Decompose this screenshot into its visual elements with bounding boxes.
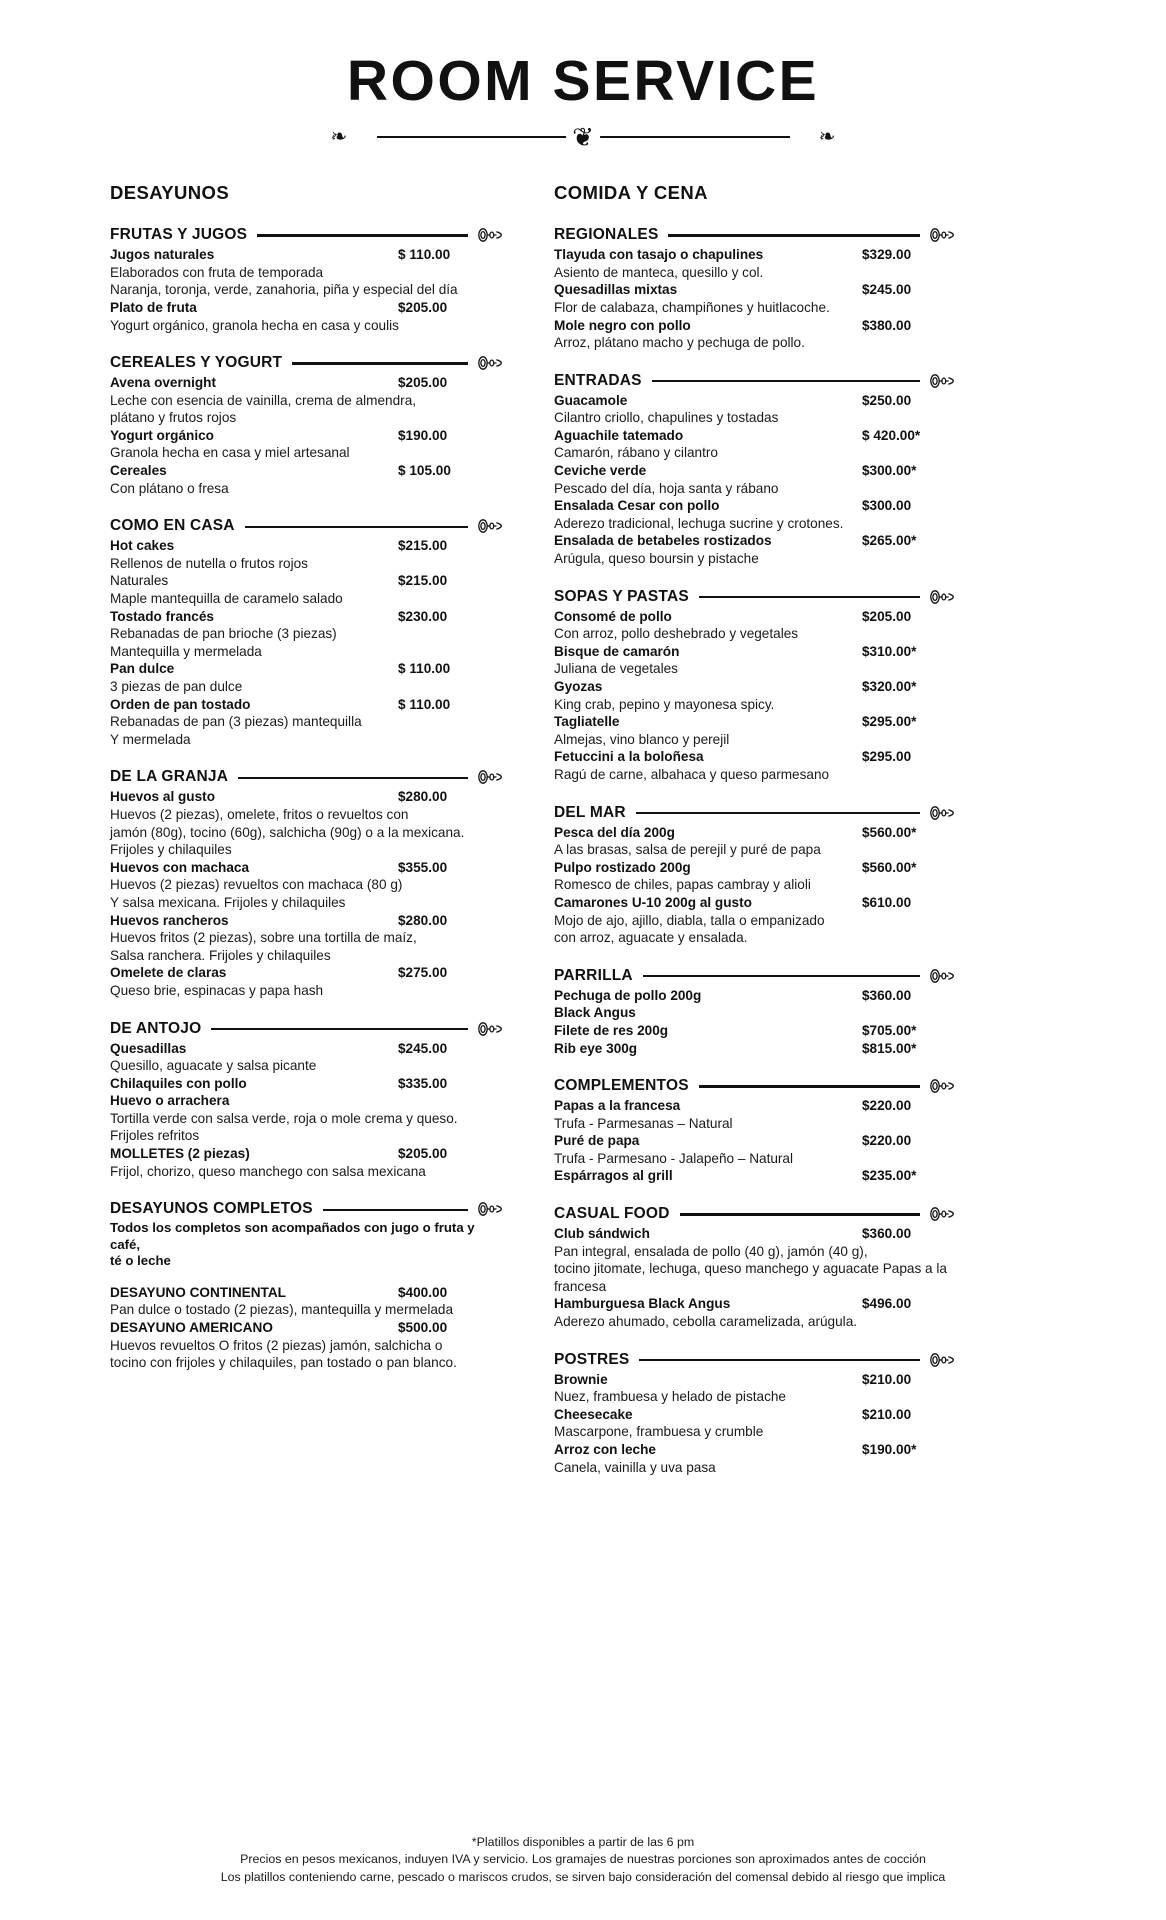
section-note: Todos los completos son acompañados con jugo o fruta y café,	[110, 1220, 475, 1252]
menu-item-name: Huevo o arrachera	[110, 1093, 230, 1109]
menu-item-row	[554, 748, 954, 766]
menu-item-row	[110, 912, 502, 930]
menu-item-description: Huevos revueltos O fritos (2 piezas) jamón, salchicha o	[110, 1337, 443, 1353]
menu-item-description: Huevos (2 piezas) revueltos con machaca (80 g)	[110, 877, 403, 893]
menu-item-name: Espárragos al grill	[554, 1168, 673, 1184]
menu-item-name: MOLLETES (2 piezas)	[110, 1146, 250, 1162]
menu-item-description: Con arroz, pollo deshebrado y vegetales	[554, 626, 799, 642]
section-header	[110, 354, 502, 372]
menu-item-name: Cereales	[110, 463, 167, 479]
menu-item-row	[110, 1092, 502, 1110]
menu-item-name: Rib eye 300g	[554, 1040, 638, 1056]
menu-item-name: Guacamole	[554, 392, 628, 408]
menu-item-name: Mole negro con pollo	[554, 317, 691, 333]
menu-item-name: Huevos rancheros	[110, 912, 229, 928]
menu-item-price: $250.00	[862, 392, 912, 408]
section-rule	[639, 1359, 920, 1362]
section-title: DE ANTOJO	[110, 1019, 202, 1037]
section-title: REGIONALES	[554, 226, 659, 244]
flourish-center-ornament-icon: ❦	[566, 126, 600, 148]
menu-item-price: $815.00*	[862, 1040, 917, 1056]
menu-item-name: Hamburguesa Black Angus	[554, 1296, 731, 1312]
menu-item-description: Canela, vainilla y uva pasa	[554, 1459, 716, 1475]
menu-item-name: Hot cakes	[110, 538, 175, 554]
menu-item-row	[554, 317, 954, 335]
menu-item-name: Consomé de pollo	[554, 608, 672, 624]
menu-item-name: Pan dulce	[110, 661, 175, 677]
section-rule	[323, 1209, 468, 1212]
menu-item-price: $190.00*	[862, 1442, 917, 1457]
menu-item-name: Filete de res 200g	[554, 1022, 669, 1038]
fleuron-ornament-icon	[928, 589, 954, 605]
menu-item-price: $210.00	[862, 1371, 912, 1387]
menu-item-price: $ 110.00	[398, 247, 451, 263]
menu-item-description: Y salsa mexicana. Frijoles y chilaquiles	[110, 894, 346, 910]
menu-item-name: DESAYUNO AMERICANO	[110, 1319, 273, 1335]
title-flourish-divider	[331, 120, 836, 154]
section-header	[110, 1200, 502, 1218]
menu-item-description: Nuez, frambuesa y helado de pistache	[554, 1389, 786, 1405]
section-rule	[680, 1213, 920, 1216]
section-rule	[292, 362, 468, 365]
menu-item-row	[554, 1371, 954, 1389]
menu-item-name: Ensalada de betabeles rostizados	[554, 533, 772, 549]
menu-item-description: Trufa - Parmesano - Jalapeño – Natural	[554, 1150, 794, 1166]
menu-item-price: $295.00	[862, 749, 912, 765]
menu-item-row	[110, 462, 502, 480]
section-note: té o leche	[110, 1253, 171, 1269]
footer-notes	[0, 1834, 1166, 1887]
menu-item-row	[110, 859, 502, 877]
menu-item-price: $235.00*	[862, 1168, 917, 1184]
menu-item-row	[554, 859, 954, 877]
menu-section	[554, 1077, 954, 1185]
section-header	[554, 967, 954, 985]
menu-item-row	[110, 1040, 502, 1058]
section-title: SOPAS Y PASTAS	[554, 587, 689, 605]
menu-item-price: $ 110.00	[398, 661, 451, 677]
menu-item-description: Flor de calabaza, champiñones y huitlacoche.	[554, 299, 830, 315]
menu-item-description: Ragú de carne, albahaca y queso parmesano	[554, 766, 830, 782]
fleuron-ornament-icon	[476, 1201, 502, 1217]
fleuron-ornament-icon	[928, 1206, 954, 1222]
menu-item-row	[554, 1004, 954, 1022]
menu-item-description: tocino con frijoles y chilaquiles, pan tostado o pan blanco.	[110, 1355, 457, 1371]
menu-item-description: Rebanadas de pan (3 piezas) mantequilla	[110, 714, 362, 730]
menu-item-row	[554, 427, 954, 445]
menu-item-price: $380.00	[862, 317, 912, 333]
footer-line: Los platillos conteniendo carne, pescado o mariscos crudos, se sirven bajo consideración del comensal debido al riesgo que implica	[220, 1869, 946, 1884]
section-title: DE LA GRANJA	[110, 768, 229, 786]
menu-item-price: $265.00*	[862, 533, 917, 549]
menu-item-description: Yogurt orgánico, granola hecha en casa y coulis	[110, 317, 399, 333]
menu-item-name: Tagliatelle	[554, 714, 620, 730]
menu-item-name: Avena overnight	[110, 375, 217, 391]
menu-item-name: Huevos con machaca	[110, 859, 250, 875]
section-rule	[699, 596, 920, 599]
section-rule	[652, 380, 920, 383]
menu-item-row	[110, 572, 502, 590]
column-title-desayunos: DESAYUNOS	[110, 182, 230, 204]
menu-item-description: Trufa - Parmesanas – Natural	[554, 1115, 733, 1131]
menu-item-description: Frijoles y chilaquiles	[110, 842, 232, 858]
menu-item-name: Orden de pan tostado	[110, 696, 251, 712]
menu-item-description: plátano y frutos rojos	[110, 410, 237, 426]
menu-columns	[0, 182, 1166, 1496]
menu-item-price: $280.00	[398, 912, 448, 928]
menu-item-description: tocino jitomate, lechuga, queso manchego y aguacate Papas a la	[554, 1261, 947, 1277]
section-rule	[668, 234, 920, 237]
menu-item-row	[554, 392, 954, 410]
fleuron-ornament-icon	[928, 227, 954, 243]
menu-section	[554, 804, 954, 947]
menu-item-price: $360.00	[862, 1226, 912, 1242]
column-title-comida-y-cena: COMIDA Y CENA	[554, 182, 708, 204]
menu-item-row	[110, 427, 502, 445]
lunch-dinner-sections	[554, 226, 954, 1476]
fleuron-ornament-icon	[928, 805, 954, 821]
menu-item-row	[110, 1319, 502, 1337]
menu-item-price: $220.00	[862, 1098, 912, 1114]
section-title: FRUTAS Y JUGOS	[110, 226, 248, 244]
menu-item-price: $496.00	[862, 1296, 912, 1312]
breakfast-sections	[110, 226, 502, 1372]
menu-item-price: $205.00	[862, 608, 912, 624]
menu-item-description: Mantequilla y mermelada	[110, 643, 262, 659]
menu-item-row	[554, 824, 954, 842]
menu-item-row	[554, 1441, 954, 1459]
menu-item-description: Elaborados con fruta de temporada	[110, 264, 324, 280]
menu-item-description: Naranja, toronja, verde, zanahoria, piña y especial del día	[110, 282, 458, 298]
menu-item-name: Bisque de camarón	[554, 643, 680, 659]
menu-section	[554, 226, 954, 352]
section-rule	[257, 234, 468, 237]
fleuron-ornament-icon	[476, 355, 502, 371]
section-title: COMO EN CASA	[110, 517, 235, 535]
menu-item-row	[554, 1040, 954, 1058]
menu-item-price: $230.00	[398, 608, 448, 624]
section-title: COMPLEMENTOS	[554, 1077, 689, 1095]
menu-item-description: Arúgula, queso boursin y pistache	[554, 551, 759, 567]
menu-section	[110, 1200, 502, 1371]
section-header	[554, 1351, 954, 1369]
menu-item-price: $610.00	[862, 894, 912, 910]
menu-section	[110, 354, 502, 497]
section-rule	[699, 1085, 920, 1088]
section-rule	[643, 975, 920, 978]
menu-section	[554, 1351, 954, 1477]
footer-line: *Platillos disponibles a partir de las 6 pm	[471, 1834, 695, 1849]
menu-item-name: Omelete de claras	[110, 965, 227, 981]
section-header	[110, 1020, 502, 1038]
menu-item-name: Pesca del día 200g	[554, 824, 675, 840]
menu-item-row	[110, 964, 502, 982]
menu-item-price: $215.00	[398, 573, 448, 589]
menu-item-row	[554, 1295, 954, 1313]
menu-item-price: $205.00	[398, 299, 448, 315]
menu-item-price: $205.00	[398, 375, 448, 391]
menu-item-row	[554, 1097, 954, 1115]
section-rule	[636, 812, 920, 815]
menu-item-price: $205.00	[398, 1146, 448, 1162]
menu-item-description: con arroz, aguacate y ensalada.	[554, 930, 748, 946]
menu-item-price: $245.00	[398, 1040, 448, 1056]
menu-item-description: Queso brie, espinacas y papa hash	[110, 982, 324, 998]
menu-item-description: Pan integral, ensalada de pollo (40 g), jamón (40 g),	[554, 1243, 868, 1259]
menu-item-description: Quesillo, aguacate y salsa picante	[110, 1058, 317, 1074]
menu-item-name: Naturales	[110, 573, 169, 589]
menu-item-price: $329.00	[862, 247, 912, 263]
flourish-right-ornament-icon: ❧	[818, 126, 836, 149]
section-title: DEL MAR	[554, 803, 626, 821]
menu-item-description: Mascarpone, frambuesa y crumble	[554, 1424, 764, 1440]
menu-item-description: Y mermelada	[110, 731, 191, 747]
menu-item-description: Juliana de vegetales	[554, 661, 678, 677]
menu-item-description: Rellenos de nutella o frutos rojos	[110, 555, 308, 571]
menu-item-row	[554, 246, 954, 264]
menu-item-row	[554, 894, 954, 912]
menu-item-price: $295.00*	[862, 714, 917, 730]
menu-item-description: Pan dulce o tostado (2 piezas), mantequilla y mermelada	[110, 1302, 454, 1318]
menu-item-price: $210.00	[862, 1406, 912, 1422]
section-header	[554, 804, 954, 822]
fleuron-ornament-icon	[928, 1352, 954, 1368]
menu-item-name: Club sándwich	[554, 1226, 650, 1242]
menu-item-row	[554, 462, 954, 480]
menu-item-price: $560.00*	[862, 859, 917, 875]
menu-item-price: $310.00*	[862, 643, 917, 659]
menu-item-name: Cheesecake	[554, 1406, 633, 1422]
menu-section	[554, 372, 954, 568]
menu-section	[554, 588, 954, 784]
footer-line: Precios en pesos mexicanos, induyen IVA y servicio. Los gramajes de nuestras porciones son aproximados antes de cocción	[240, 1852, 926, 1866]
menu-section	[110, 226, 502, 334]
menu-item-row	[110, 696, 502, 714]
section-header	[554, 226, 954, 244]
fleuron-ornament-icon	[476, 518, 502, 534]
fleuron-ornament-icon	[476, 227, 502, 243]
menu-item-description: Almejas, vino blanco y perejil	[554, 731, 730, 747]
menu-item-row	[554, 608, 954, 626]
section-rule	[211, 1028, 468, 1031]
menu-item-price: $560.00*	[862, 824, 917, 840]
section-header	[554, 1205, 954, 1223]
menu-item-row	[554, 281, 954, 299]
menu-item-name: Black Angus	[554, 1005, 636, 1021]
menu-item-row	[110, 1075, 502, 1093]
menu-item-price: $360.00	[862, 987, 912, 1003]
menu-item-name: Gyozas	[554, 679, 603, 694]
menu-item-row	[110, 537, 502, 555]
menu-item-row	[110, 1284, 502, 1302]
menu-item-name: Aguachile tatemado	[554, 427, 684, 443]
menu-item-name: Papas a la francesa	[554, 1098, 681, 1114]
masthead	[0, 0, 1166, 154]
section-title: PARRILLA	[554, 966, 633, 984]
section-title: CEREALES Y YOGURT	[110, 354, 283, 372]
menu-item-name: Ceviche verde	[554, 463, 647, 479]
menu-item-description: Tortilla verde con salsa verde, roja o mole crema y queso.	[110, 1110, 458, 1126]
fleuron-ornament-icon	[928, 968, 954, 984]
menu-item-name: Jugos naturales	[110, 247, 215, 263]
menu-item-name: Pechuga de pollo 200g	[554, 987, 702, 1003]
menu-item-description: Con plátano o fresa	[110, 480, 229, 496]
spacer	[110, 1270, 502, 1284]
menu-item-description: Granola hecha en casa y miel artesanal	[110, 445, 350, 461]
menu-item-price: $ 110.00	[398, 696, 451, 712]
menu-item-row	[110, 1145, 502, 1163]
fleuron-ornament-icon	[928, 373, 954, 389]
fleuron-ornament-icon	[476, 1021, 502, 1037]
menu-item-price: $280.00	[398, 789, 448, 805]
menu-item-description: Romesco de chiles, papas cambray y alioli	[554, 877, 811, 893]
section-rule	[245, 526, 468, 529]
menu-item-name: Puré de papa	[554, 1133, 640, 1149]
menu-item-description: Asiento de manteca, quesillo y col.	[554, 264, 764, 280]
menu-item-name: Brownie	[554, 1371, 608, 1387]
menu-item-row	[110, 246, 502, 264]
menu-item-description: King crab, pepino y mayonesa spicy.	[554, 696, 775, 712]
menu-item-row	[554, 678, 954, 696]
menu-item-price: $335.00	[398, 1075, 448, 1091]
menu-section	[554, 967, 954, 1057]
section-title: DESAYUNOS COMPLETOS	[110, 1200, 313, 1218]
menu-item-row	[110, 608, 502, 626]
menu-item-description: Leche con esencia de vainilla, crema de almendra,	[110, 392, 417, 408]
menu-item-description: francesa	[554, 1278, 607, 1294]
page-title: ROOM SERVICE	[346, 49, 820, 113]
menu-item-description: Camarón, rábano y cilantro	[554, 445, 718, 461]
breakfast-column	[110, 182, 502, 1392]
menu-item-row	[554, 1225, 954, 1243]
fleuron-ornament-icon	[928, 1078, 954, 1094]
menu-item-row	[554, 497, 954, 515]
menu-item-description: Aderezo ahumado, cebolla caramelizada, arúgula.	[554, 1314, 858, 1330]
flourish-left-ornament-icon: ❧	[330, 126, 348, 149]
menu-item-name: Quesadillas	[110, 1040, 187, 1056]
menu-item-description: Mojo de ajo, ajillo, diabla, talla o empanizado	[554, 912, 825, 928]
menu-item-price: $300.00*	[862, 463, 917, 479]
menu-item-price: $300.00	[862, 498, 912, 514]
menu-item-row	[554, 1022, 954, 1040]
section-title: CASUAL FOOD	[554, 1205, 670, 1223]
section-header	[110, 517, 502, 535]
menu-item-description: Frijol, chorizo, queso manchego con salsa mexicana	[110, 1163, 426, 1179]
menu-item-name: Fetuccini a la boloñesa	[554, 749, 704, 765]
menu-section	[110, 517, 502, 748]
menu-item-name: DESAYUNO CONTINENTAL	[110, 1284, 286, 1300]
section-rule	[238, 777, 468, 780]
menu-item-description: Rebanadas de pan brioche (3 piezas)	[110, 626, 337, 642]
menu-item-row	[554, 1406, 954, 1424]
menu-item-price: $275.00	[398, 965, 448, 981]
section-title: POSTRES	[554, 1350, 630, 1368]
menu-item-name: Pulpo rostizado 200g	[554, 859, 691, 875]
menu-item-price: $400.00	[398, 1284, 448, 1300]
menu-item-name: Quesadillas mixtas	[554, 282, 678, 298]
menu-item-row	[110, 788, 502, 806]
menu-item-description: Maple mantequilla de caramelo salado	[110, 591, 343, 607]
menu-item-row	[554, 1132, 954, 1150]
menu-item-row	[554, 643, 954, 661]
menu-item-name: Chilaquiles con pollo	[110, 1075, 247, 1091]
menu-item-row	[554, 713, 954, 731]
menu-item-row	[110, 374, 502, 392]
menu-item-description: Aderezo tradicional, lechuga sucrine y crotones.	[554, 515, 844, 531]
menu-item-price: $ 105.00	[398, 463, 451, 479]
menu-item-description: Pescado del día, hoja santa y rábano	[554, 480, 779, 496]
menu-item-name: Yogurt orgánico	[110, 427, 214, 443]
menu-item-row	[554, 1167, 954, 1185]
menu-section	[554, 1205, 954, 1331]
menu-item-name: Huevos al gusto	[110, 789, 215, 805]
menu-item-name: Tlayuda con tasajo o chapulines	[554, 247, 764, 263]
section-header	[110, 226, 502, 244]
menu-item-description: jamón (80g), tocino (60g), salchicha (90g) o a la mexicana.	[110, 824, 465, 840]
menu-item-price: $ 420.00*	[862, 427, 921, 443]
menu-item-description: Salsa ranchera. Frijoles y chilaquiles	[110, 947, 331, 963]
menu-item-row	[554, 532, 954, 550]
menu-item-description: Frijoles refritos	[110, 1128, 200, 1144]
lunch-dinner-column	[554, 182, 954, 1496]
menu-item-name: Ensalada Cesar con pollo	[554, 498, 720, 514]
menu-section	[110, 768, 502, 999]
menu-item-price: $705.00*	[862, 1022, 917, 1038]
menu-item-price: $355.00	[398, 859, 448, 875]
menu-item-name: Arroz con leche	[554, 1442, 656, 1457]
menu-item-row	[554, 987, 954, 1005]
section-header	[554, 372, 954, 390]
menu-item-price: $320.00*	[862, 679, 917, 694]
fleuron-ornament-icon	[476, 769, 502, 785]
menu-item-name: Tostado francés	[110, 608, 214, 624]
menu-item-description: Cilantro criollo, chapulines y tostadas	[554, 410, 779, 426]
menu-item-price: $190.00	[398, 427, 448, 443]
section-header	[110, 768, 502, 786]
menu-item-price: $215.00	[398, 538, 448, 554]
menu-item-description: Huevos (2 piezas), omelete, fritos o revueltos con	[110, 806, 409, 822]
menu-item-price: $220.00	[862, 1133, 912, 1149]
section-title: ENTRADAS	[554, 371, 642, 389]
section-header	[554, 1077, 954, 1095]
menu-item-description: A las brasas, salsa de perejil y puré de papa	[554, 842, 821, 858]
menu-item-price: $245.00	[862, 282, 912, 298]
menu-item-row	[110, 299, 502, 317]
menu-item-price: $500.00	[398, 1319, 448, 1335]
menu-item-row	[110, 660, 502, 678]
section-header	[554, 588, 954, 606]
menu-item-name: Plato de fruta	[110, 299, 197, 315]
menu-item-description: Arroz, plátano macho y pechuga de pollo.	[554, 335, 805, 351]
menu-item-description: Huevos fritos (2 piezas), sobre una tortilla de maíz,	[110, 930, 417, 946]
menu-item-description: 3 piezas de pan dulce	[110, 679, 243, 694]
menu-item-name: Camarones U-10 200g al gusto	[554, 894, 752, 910]
menu-section	[110, 1020, 502, 1181]
